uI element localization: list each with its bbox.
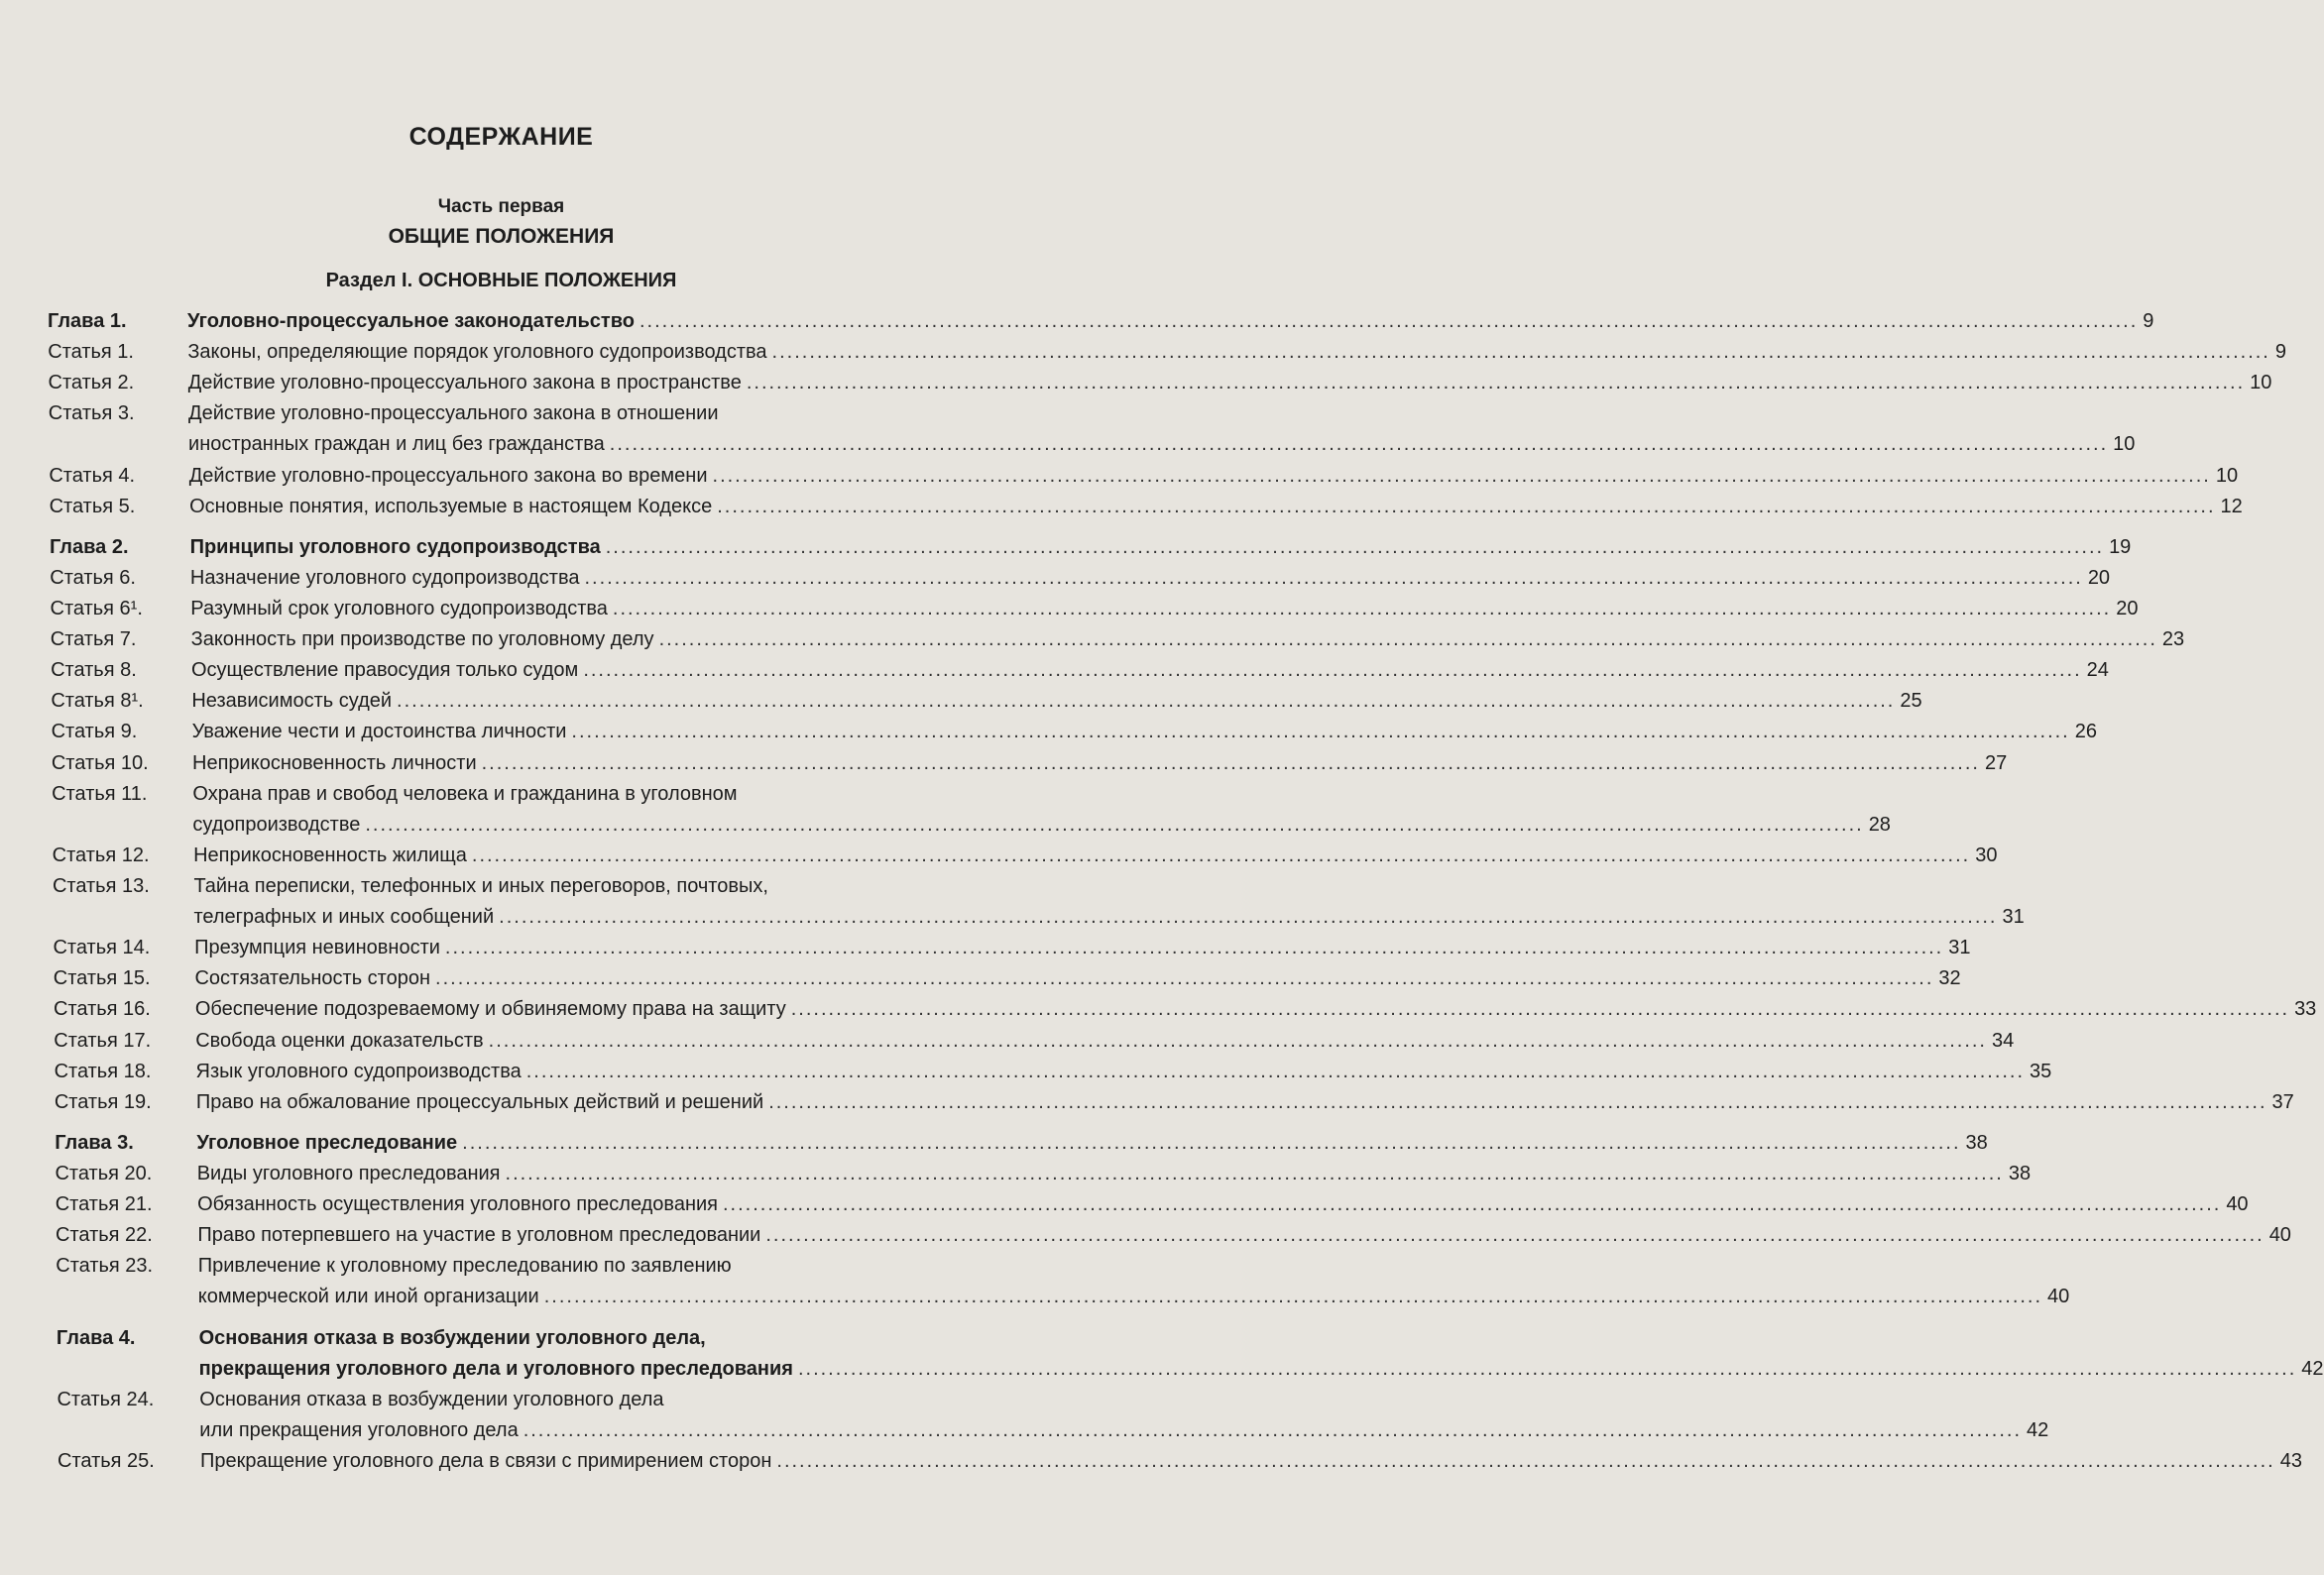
entry-title: Действие уголовно-процессуального закона во времени [188, 464, 708, 487]
article-label: Статья 20. [55, 1163, 153, 1184]
entry-title: Действие уголовно-процессуального закона в пространстве [187, 372, 742, 394]
entry-title: Принципы уголовного судопроизводства [189, 535, 601, 558]
dot-leader: ........................................................................................................................................................................................................ [583, 659, 2082, 682]
article-title-line[interactable] [190, 658, 2109, 682]
dot-leader: ........................................................................................................................................................................................................ [488, 1029, 1987, 1052]
entry-title: Состязательность сторон [194, 967, 431, 990]
article-title-line[interactable] [188, 401, 906, 425]
page-number: 10 [2215, 464, 2239, 487]
entry-title: Основные понятия, используемые в настоящем Кодексе [189, 495, 713, 517]
entry-title: Свобода оценки доказательств [195, 1029, 484, 1052]
contents-title: СОДЕРЖАНИЕ [408, 123, 594, 151]
dot-leader: ........................................................................................................................................................................................................ [435, 967, 1934, 990]
page-number: 31 [1948, 937, 1971, 959]
article-title-line[interactable] [188, 432, 2136, 456]
entry-title: Уважение чести и достоинства личности [191, 721, 567, 743]
chapter-title-line[interactable] [199, 1326, 916, 1350]
article-title-line[interactable] [193, 905, 2025, 929]
entry-title: Привлечение к уголовному преследованию по заявлению [197, 1255, 732, 1278]
article-label: Статья 16. [54, 998, 151, 1021]
page-number: 43 [2279, 1450, 2302, 1472]
article-title-line[interactable] [200, 1449, 2302, 1473]
article-label: Статья 6¹. [50, 598, 143, 619]
dot-leader: ........................................................................................................................................................................................................ [481, 751, 1980, 774]
page-number: 28 [1868, 813, 1891, 836]
article-title-line[interactable] [196, 1162, 2032, 1185]
page-number: 38 [1965, 1131, 1988, 1154]
page-number: 40 [2226, 1193, 2249, 1216]
dot-leader: ........................................................................................................................................................................................................ [605, 535, 2105, 558]
dot-leader: ........................................................................................................................................................................................................ [365, 813, 1864, 836]
entry-title: Уголовное преследование [196, 1131, 458, 1154]
article-title-line[interactable] [192, 813, 1891, 837]
dot-leader: ........................................................................................................................................................................................................ [722, 1193, 2222, 1216]
dot-leader: ........................................................................................................................................................................................................ [505, 1163, 2004, 1184]
dot-leader: ........................................................................................................................................................................................................ [444, 937, 1944, 959]
chapter-label: Глава 1. [48, 310, 127, 332]
page-number: 31 [2002, 906, 2025, 929]
article-label: Статья 8. [51, 659, 137, 682]
page-number: 42 [2027, 1418, 2049, 1441]
section-heading: Раздел I. ОСНОВНЫЕ ПОЛОЖЕНИЯ [325, 270, 677, 291]
page-number: 26 [2074, 721, 2097, 743]
entry-title: Обеспечение подозреваемому и обвиняемому права на защиту [194, 998, 786, 1021]
dot-leader: ........................................................................................................................................................................................................ [717, 495, 2216, 517]
article-title-line[interactable] [189, 566, 2111, 590]
page-number: 40 [2047, 1286, 2070, 1308]
article-label: Статья 1. [48, 341, 134, 364]
page-number: 38 [2008, 1163, 2032, 1184]
chapter-label: Глава 3. [55, 1131, 134, 1154]
entry-title: Тайна переписки, телефонных и иных переговоров, почтовых, [193, 875, 768, 897]
article-title-line[interactable] [189, 495, 2243, 518]
article-label: Статья 10. [51, 751, 149, 774]
chapter-title-line[interactable] [196, 1131, 1988, 1155]
article-title-line[interactable] [195, 1029, 2015, 1053]
dot-leader: ........................................................................................................................................................................................................ [612, 598, 2112, 619]
article-title-line[interactable] [193, 844, 1998, 867]
entry-title: Охрана прав и свобод человека и гражданина в уголовном [192, 782, 738, 805]
article-title-line[interactable] [188, 464, 2239, 488]
page-number: 33 [2294, 998, 2317, 1021]
article-title-line[interactable] [195, 1090, 2294, 1114]
dot-leader: ........................................................................................................................................................................................................ [499, 906, 1998, 929]
entry-title: Основания отказа в возбуждении уголовного дела, [198, 1326, 706, 1349]
page-number: 32 [1938, 967, 1961, 990]
entry-title: Обязанность осуществления уголовного преследования [197, 1193, 718, 1216]
part-heading: Часть первая [437, 196, 565, 217]
page-number: 25 [1900, 690, 1922, 713]
article-title-line[interactable] [197, 1192, 2249, 1216]
page-number: 10 [2113, 433, 2136, 456]
dot-leader: ........................................................................................................................................................................................................ [571, 721, 2070, 743]
page-number: 23 [2161, 628, 2185, 651]
dot-leader: ........................................................................................................................................................................................................ [776, 1450, 2275, 1472]
entry-title: Презумпция невиновности [194, 937, 440, 959]
entry-title: Неприкосновенность личности [192, 751, 477, 774]
article-label: Статья 11. [52, 782, 148, 805]
article-label: Статья 19. [54, 1090, 152, 1113]
page-number: 10 [2250, 372, 2272, 394]
article-title-line[interactable] [190, 597, 2139, 620]
dot-leader: ........................................................................................................................................................................................................ [712, 464, 2211, 487]
dot-leader: ........................................................................................................................................................................................................ [543, 1286, 2043, 1308]
dot-leader: ........................................................................................................................................................................................................ [765, 1224, 2265, 1247]
dot-leader: ........................................................................................................................................................................................................ [790, 998, 2290, 1021]
chapter-title-line[interactable] [198, 1357, 2324, 1381]
dot-leader: ........................................................................................................................................................................................................ [525, 1060, 2026, 1082]
article-title-line[interactable] [187, 371, 2272, 394]
entry-title: Право потерпевшего на участие в уголовном преследовании [197, 1224, 761, 1247]
dot-leader: ........................................................................................................................................................................................................ [609, 433, 2109, 456]
entry-title: Законность при производстве по уголовному делу [190, 628, 654, 651]
article-label: Статья 14. [53, 937, 151, 959]
page-number: 27 [1984, 751, 2008, 774]
article-label: Статья 12. [52, 844, 150, 866]
article-label: Статья 23. [56, 1255, 154, 1278]
entry-title: Назначение уголовного судопроизводства [189, 566, 580, 589]
entry-title: коммерческой или иной организации [197, 1286, 539, 1308]
article-label: Статья 18. [54, 1060, 152, 1082]
dot-leader: ........................................................................................................................................................................................................ [639, 310, 2139, 332]
entry-title: Основания отказа в возбуждении уголовного дела [199, 1388, 664, 1410]
dot-leader: ........................................................................................................................................................................................................ [658, 628, 2157, 651]
article-label: Статья 21. [55, 1193, 153, 1216]
general-heading: ОБЩИЕ ПОЛОЖЕНИЯ [388, 225, 615, 248]
article-title-line[interactable] [194, 966, 1961, 990]
chapter-title-line[interactable] [189, 535, 2132, 559]
article-label: Статья 8¹. [51, 690, 144, 713]
entry-title: Язык уголовного судопроизводства [195, 1060, 522, 1082]
page-number: 9 [2274, 341, 2286, 364]
page-number: 34 [1991, 1029, 2015, 1052]
page-number: 24 [2086, 659, 2109, 682]
page-number: 42 [2301, 1357, 2324, 1380]
entry-title: или прекращения уголовного дела [199, 1418, 519, 1441]
article-title-line[interactable] [197, 1223, 2291, 1247]
entry-title: Неприкосновенность жилища [193, 844, 467, 866]
entry-title: Независимость судей [191, 690, 393, 713]
entry-title: Действие уголовно-процессуального закона в отношении [188, 402, 719, 425]
entry-title: Разумный срок уголовного судопроизводства [190, 598, 608, 619]
article-title-line[interactable] [194, 997, 2317, 1021]
article-title-line[interactable] [198, 1254, 915, 1278]
dot-leader: ........................................................................................................................................................................................................ [746, 372, 2246, 394]
article-title-line[interactable] [199, 1418, 2049, 1442]
article-title-line[interactable] [194, 936, 1971, 959]
dot-leader: ........................................................................................................................................................................................................ [397, 690, 1896, 713]
dot-leader: ........................................................................................................................................................................................................ [584, 566, 2083, 589]
article-label: Статья 25. [58, 1450, 155, 1472]
article-title-line[interactable] [191, 689, 1922, 713]
article-title-line[interactable] [190, 627, 2185, 651]
article-label: Статья 6. [50, 566, 136, 589]
article-title-line[interactable] [187, 340, 2286, 364]
entry-title: Осуществление правосудия только судом [190, 659, 579, 682]
article-label: Статья 3. [48, 402, 135, 425]
dot-leader: ........................................................................................................................................................................................................ [523, 1418, 2023, 1441]
page-number: 37 [2271, 1090, 2294, 1113]
entry-title: Виды уголовного преследования [196, 1163, 501, 1184]
chapter-label: Глава 4. [56, 1326, 136, 1349]
article-label: Статья 24. [57, 1388, 155, 1410]
entry-title: Право на обжалование процессуальных действий и решений [195, 1090, 764, 1113]
page-number: 19 [2109, 535, 2132, 558]
article-label: Статья 5. [49, 495, 136, 517]
article-title-line[interactable] [191, 720, 2097, 743]
page-number: 12 [2220, 495, 2243, 517]
chapter-label: Глава 2. [49, 535, 129, 558]
article-title-line[interactable] [193, 874, 911, 898]
article-label: Статья 22. [56, 1224, 153, 1247]
page-number: 9 [2143, 310, 2154, 332]
article-label: Статья 15. [53, 967, 151, 990]
entry-title: Уголовно-процессуальное законодательство [187, 310, 635, 332]
entry-title: иностранных граждан и лиц без гражданства [188, 433, 605, 456]
chapter-title-line[interactable] [187, 309, 2154, 333]
dot-leader: ........................................................................................................................................................................................................ [771, 341, 2270, 364]
page-number: 35 [2030, 1060, 2052, 1082]
entry-title: Законы, определяющие порядок уголовного судопроизводства [187, 341, 767, 364]
page-number: 20 [2116, 598, 2139, 619]
page-number: 40 [2268, 1224, 2291, 1247]
article-title-line[interactable] [192, 782, 910, 806]
article-label: Статья 7. [50, 628, 137, 651]
entry-title: Прекращение уголовного дела в связи с примирением сторон [200, 1450, 772, 1472]
article-title-line[interactable] [192, 751, 2008, 775]
article-label: Статья 9. [51, 721, 138, 743]
entry-title: судопроизводстве [192, 813, 361, 836]
page-number: 20 [2087, 566, 2111, 589]
dot-leader: ........................................................................................................................................................................................................ [768, 1090, 2267, 1113]
entry-title: телеграфных и иных сообщений [193, 906, 495, 929]
entry-title: прекращения уголовного дела и уголовного преследования [198, 1357, 793, 1380]
article-title-line[interactable] [195, 1060, 2052, 1083]
article-label: Статья 4. [49, 464, 136, 487]
dot-leader: ........................................................................................................................................................................................................ [462, 1131, 1961, 1154]
dot-leader: ........................................................................................................................................................................................................ [797, 1357, 2297, 1380]
article-label: Статья 2. [48, 372, 135, 394]
dot-leader: ........................................................................................................................................................................................................ [471, 844, 1971, 866]
page-number: 30 [1975, 844, 1998, 866]
article-title-line[interactable] [199, 1388, 916, 1411]
article-title-line[interactable] [197, 1285, 2070, 1308]
article-label: Статья 13. [52, 875, 150, 897]
article-label: Статья 17. [54, 1029, 152, 1052]
